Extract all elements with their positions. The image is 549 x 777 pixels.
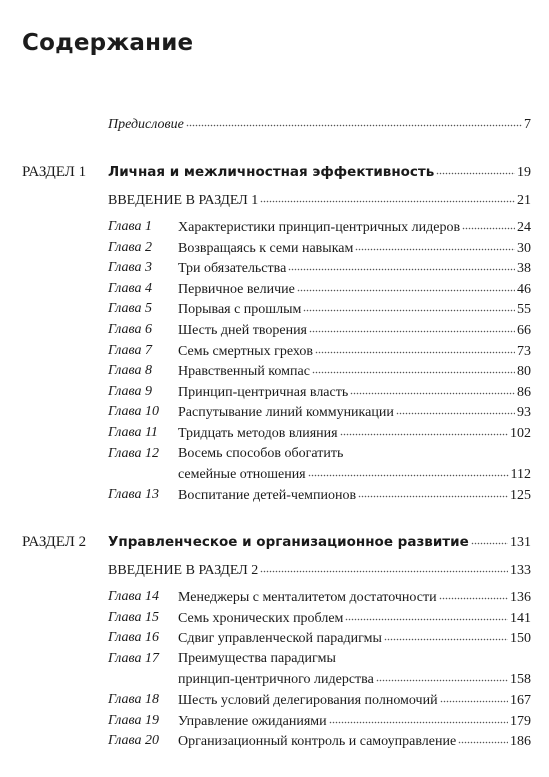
chapter-label: Глава 12 — [108, 445, 159, 461]
page-number: 125 — [510, 487, 531, 503]
section-label: РАЗДЕЛ 1 — [22, 164, 87, 180]
toc-chapter-row[interactable] — [0, 258, 549, 277]
chapter-label: Глава 17 — [108, 650, 159, 666]
section-title: Управленческое и организационное развитие — [108, 534, 469, 550]
chapter-label: Глава 5 — [108, 301, 152, 317]
toc-leader — [178, 485, 531, 505]
chapter-title: принцип-центричного лидерства — [178, 672, 374, 688]
toc-section-2[interactable] — [0, 532, 549, 552]
dot-leader — [308, 464, 509, 478]
dot-leader — [260, 190, 515, 204]
chapter-title: Нравственный компас — [178, 364, 310, 380]
toc-chapter-row[interactable] — [0, 711, 549, 730]
chapter-title: Шесть условий делегирования полномочий — [178, 693, 438, 708]
page-number: 136 — [510, 590, 531, 605]
dot-leader — [315, 341, 515, 355]
toc-leader — [178, 299, 531, 319]
chapter-title: Сдвиг управленческой парадигмы — [178, 631, 382, 647]
dot-leader — [358, 485, 508, 499]
toc-leader — [178, 258, 531, 278]
toc-leader — [178, 690, 531, 710]
page-number: 150 — [510, 631, 531, 647]
chapter-label: Глава 3 — [108, 260, 152, 276]
page-number: 19 — [517, 165, 531, 180]
toc-leader — [178, 341, 531, 361]
dot-leader — [260, 560, 508, 574]
page-number: 93 — [517, 405, 531, 421]
toc-leader — [108, 114, 531, 134]
toc-chapter-row-cont[interactable] — [0, 464, 549, 483]
intro-label: ВВЕДЕНИЕ В РАЗДЕЛ 2 — [108, 563, 259, 578]
page-number: 46 — [517, 281, 531, 297]
page-number: 167 — [510, 693, 531, 708]
toc-chapter-row[interactable] — [0, 423, 549, 442]
toc-chapter-row[interactable] — [0, 587, 549, 606]
page-number: 141 — [510, 610, 531, 626]
toc-leader — [178, 464, 531, 484]
toc-leader — [178, 382, 531, 402]
chapter-title: Первичное величие — [178, 281, 295, 297]
toc-section-intro[interactable] — [0, 560, 549, 579]
toc-leader — [108, 162, 531, 183]
chapter-title: Возвращаясь к семи навыкам — [178, 240, 354, 256]
toc-chapter-row[interactable] — [0, 608, 549, 627]
chapter-label: Глава 4 — [108, 280, 152, 296]
dot-leader — [458, 731, 508, 745]
page-number: 186 — [510, 734, 531, 750]
toc-entry-preface[interactable] — [0, 114, 549, 133]
toc-chapter-row[interactable] — [0, 238, 549, 257]
page-number: 21 — [517, 193, 531, 208]
chapter-label: Глава 13 — [108, 486, 159, 502]
dot-leader — [376, 669, 508, 683]
chapter-title: Тридцать методов влияния — [178, 426, 338, 441]
chapter-label: Глава 10 — [108, 404, 159, 420]
section-title: Личная и межличностная эффективность — [108, 164, 435, 180]
toc-chapter-row[interactable] — [0, 217, 549, 236]
dot-leader — [355, 238, 515, 252]
chapter-label: Глава 11 — [108, 425, 158, 440]
dot-leader — [329, 711, 508, 725]
chapter-title: Менеджеры с менталитетом достаточности — [178, 590, 437, 605]
toc-leader — [178, 587, 531, 607]
chapter-label: Глава 15 — [108, 609, 159, 625]
chapter-title: Семь смертных грехов — [178, 343, 313, 359]
page-number: 7 — [524, 117, 531, 132]
toc-chapter-row[interactable] — [0, 341, 549, 360]
dot-leader — [186, 114, 522, 128]
chapter-title: Шесть дней творения — [178, 323, 307, 338]
chapter-title: Семь хронических проблем — [178, 610, 344, 626]
chapter-label: Глава 2 — [108, 239, 152, 255]
toc-leader — [178, 669, 531, 689]
page-number: 73 — [517, 343, 531, 359]
toc-leader — [178, 711, 531, 731]
dot-leader — [440, 690, 508, 704]
chapter-label: Глава 9 — [108, 383, 152, 399]
dot-leader — [396, 402, 515, 416]
page-number: 179 — [510, 713, 531, 729]
toc-section-1[interactable] — [0, 162, 549, 182]
toc-chapter-row[interactable] — [0, 402, 549, 421]
chapter-title: семейные отношения — [178, 467, 306, 483]
dot-leader — [340, 423, 508, 437]
toc-leader — [178, 402, 531, 422]
chapter-label: Глава 20 — [108, 733, 159, 749]
chapter-title: Организационный контроль и самоуправление — [178, 734, 457, 750]
toc-chapter-row[interactable] — [0, 485, 549, 504]
dot-leader — [303, 299, 515, 313]
chapter-title: Воспитание детей-чемпионов — [178, 487, 357, 503]
toc-chapter-row[interactable] — [0, 628, 549, 647]
page-number: 131 — [510, 535, 531, 550]
section-label: РАЗДЕЛ 2 — [22, 534, 87, 550]
toc-leader — [178, 279, 531, 299]
chapter-title: Три обязательства — [178, 261, 287, 277]
chapter-title: Характеристики принцип-центричных лидеров — [178, 220, 461, 235]
toc-chapter-row[interactable] — [0, 320, 549, 339]
toc-section-intro[interactable] — [0, 190, 549, 209]
toc-leader — [108, 190, 531, 210]
dot-leader — [309, 320, 515, 334]
chapter-title: Порывая с прошлым — [178, 302, 302, 318]
toc-leader — [178, 361, 531, 381]
chapter-label: Глава 18 — [108, 692, 159, 707]
intro-label: ВВЕДЕНИЕ В РАЗДЕЛ 1 — [108, 193, 259, 208]
page-number: 112 — [510, 467, 531, 483]
toc-chapter-row[interactable] — [0, 361, 549, 380]
page-number: 102 — [510, 426, 531, 441]
page-number: 24 — [517, 220, 531, 235]
toc-chapter-row[interactable] — [0, 731, 549, 750]
dot-leader — [350, 382, 515, 396]
chapter-label: Глава 7 — [108, 342, 152, 358]
page-number: 55 — [517, 302, 531, 318]
chapter-label: Глава 16 — [108, 630, 159, 646]
dot-leader — [384, 628, 508, 642]
toc-leader — [178, 423, 531, 443]
page-number: 66 — [517, 323, 531, 338]
toc-chapter-row[interactable] — [0, 279, 549, 298]
chapter-label: Глава 1 — [108, 219, 152, 234]
chapter-title: Принцип-центричная власть — [178, 384, 349, 400]
dot-leader — [345, 608, 508, 622]
page-number: 38 — [517, 261, 531, 277]
dot-leader — [312, 361, 515, 375]
toc-chapter-row-cont[interactable] — [0, 669, 549, 688]
toc-leader — [108, 532, 531, 553]
chapter-title-line1: Преимущества парадигмы — [178, 650, 336, 666]
toc-leader — [178, 608, 531, 628]
page-number: 86 — [517, 384, 531, 400]
toc-chapter-row[interactable] — [0, 299, 549, 318]
page-number: 80 — [517, 364, 531, 380]
page-number: 133 — [510, 563, 531, 578]
dot-leader — [462, 217, 515, 231]
toc-leader — [178, 320, 531, 340]
chapter-label: Глава 6 — [108, 322, 152, 337]
toc-leader — [108, 560, 531, 580]
preface-label: Предисловие — [108, 117, 184, 132]
chapter-label: Глава 19 — [108, 712, 159, 728]
toc-leader — [178, 731, 531, 751]
dot-leader — [436, 162, 515, 176]
chapter-label: Глава 14 — [108, 589, 159, 604]
toc-leader — [178, 238, 531, 258]
page-number: 158 — [510, 672, 531, 688]
chapter-title: Управление ожиданиями — [178, 713, 327, 729]
toc-chapter-row[interactable] — [0, 690, 549, 709]
toc-chapter-row[interactable] — [0, 382, 549, 401]
toc-chapter-row[interactable] — [0, 649, 549, 668]
page-title: Содержание — [22, 30, 194, 56]
dot-leader — [297, 279, 515, 293]
dot-leader — [471, 532, 508, 546]
toc-leader — [178, 628, 531, 648]
chapter-label: Глава 8 — [108, 363, 152, 379]
dot-leader — [439, 587, 508, 601]
toc-leader — [178, 217, 531, 237]
dot-leader — [288, 258, 515, 272]
page-number: 30 — [517, 240, 531, 256]
chapter-title: Распутывание линий коммуникации — [178, 405, 394, 421]
toc-chapter-row[interactable] — [0, 444, 549, 463]
chapter-title-line1: Восемь способов обогатить — [178, 445, 344, 461]
